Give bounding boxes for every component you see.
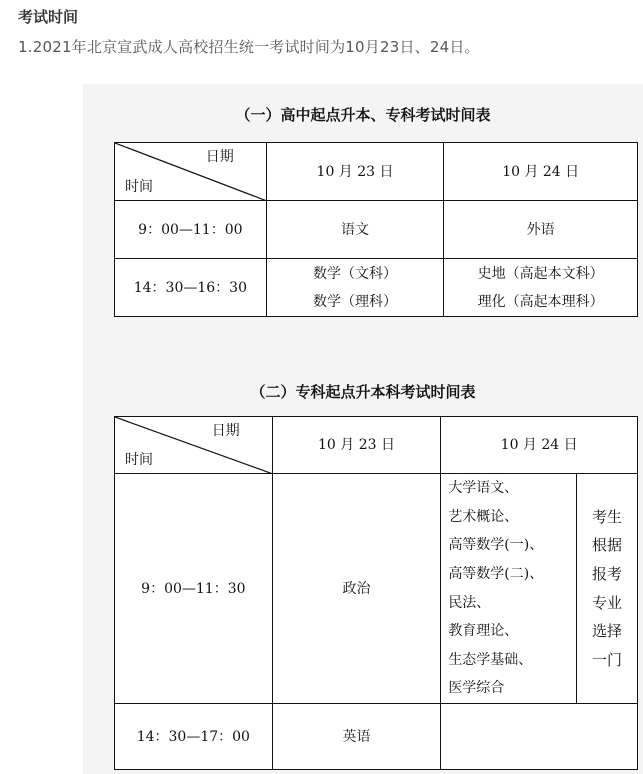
- table2-row-afternoon: [115, 704, 638, 770]
- intro-text: 1.2021年北京宣武成人高校招生统一考试时间为10月23日、24日。: [18, 38, 480, 56]
- table1-day1-header: 10 月 23 日: [266, 143, 444, 201]
- subject-line: 史地（高起本文科）: [477, 265, 604, 282]
- table1-caption: （一）高中起点升本、专科考试时间表: [235, 106, 491, 124]
- table2-row1-subjects: [441, 474, 577, 704]
- subject-line: 数学（文科）: [313, 265, 398, 282]
- subject-line: 数学（理科）: [313, 293, 398, 310]
- table1-row2-day2: [444, 259, 638, 317]
- table2-row1-note: [577, 474, 638, 704]
- table1-corner-cell: [115, 143, 267, 201]
- table1-row1-time: 9：00—11：00: [115, 201, 267, 259]
- table1-row-morning: [115, 201, 638, 259]
- table1-header-row: [115, 143, 638, 201]
- table2-header-row: [115, 417, 638, 474]
- note-line: 根据: [592, 536, 623, 555]
- note-line: 考生: [592, 507, 623, 526]
- table2-row1-day1: 政治: [272, 474, 441, 704]
- header-time-label: 时间: [125, 452, 153, 468]
- subject-line: 高等数学(一)、: [448, 537, 544, 554]
- subject-line: 生态学基础、: [448, 651, 533, 668]
- table1-row1-day2: 外语: [444, 201, 638, 259]
- note-line: 专业: [592, 593, 623, 612]
- section-heading: 考试时间: [18, 8, 79, 26]
- subject-line: 教育理论、: [448, 623, 519, 640]
- subject-line: 医学综合: [448, 680, 505, 697]
- table1-row2-day1: [266, 259, 444, 317]
- subject-line: 大学语文、: [448, 480, 519, 497]
- table2-day2-header: 10 月 24 日: [441, 417, 638, 474]
- note-line: 报考: [592, 564, 623, 583]
- table1-day2-header: 10 月 24 日: [444, 143, 638, 201]
- table2: [114, 416, 638, 770]
- header-date-label: 日期: [211, 423, 240, 439]
- table2-row-morning: [115, 474, 638, 704]
- table1: [114, 142, 638, 317]
- table2-row2-day2: [441, 704, 638, 770]
- table1-row1-day1: 语文: [266, 201, 444, 259]
- header-date-label: 日期: [205, 149, 234, 165]
- table2-caption: （二）专科起点升本科考试时间表: [250, 383, 476, 401]
- table2-row2-time: 14：30—17：00: [115, 704, 273, 770]
- subject-line: 理化（高起本理科）: [477, 293, 604, 310]
- note-line: 选择: [592, 622, 623, 641]
- subject-line: 民法、: [448, 594, 491, 611]
- schedule-image: [83, 84, 643, 774]
- subject-line: 高等数学(二)、: [448, 565, 544, 582]
- header-time-label: 时间: [125, 179, 153, 195]
- table1-row-afternoon: [115, 259, 638, 317]
- table2-corner-cell: [115, 417, 273, 474]
- table2-row2-day1: 英语: [272, 704, 441, 770]
- subject-line: 艺术概论、: [448, 508, 519, 525]
- table2-row1-time: 9：00—11：30: [115, 474, 273, 704]
- note-line: 一门: [592, 650, 623, 669]
- table2-day1-header: 10 月 23 日: [272, 417, 441, 474]
- table1-row2-time: 14：30—16：30: [115, 259, 267, 317]
